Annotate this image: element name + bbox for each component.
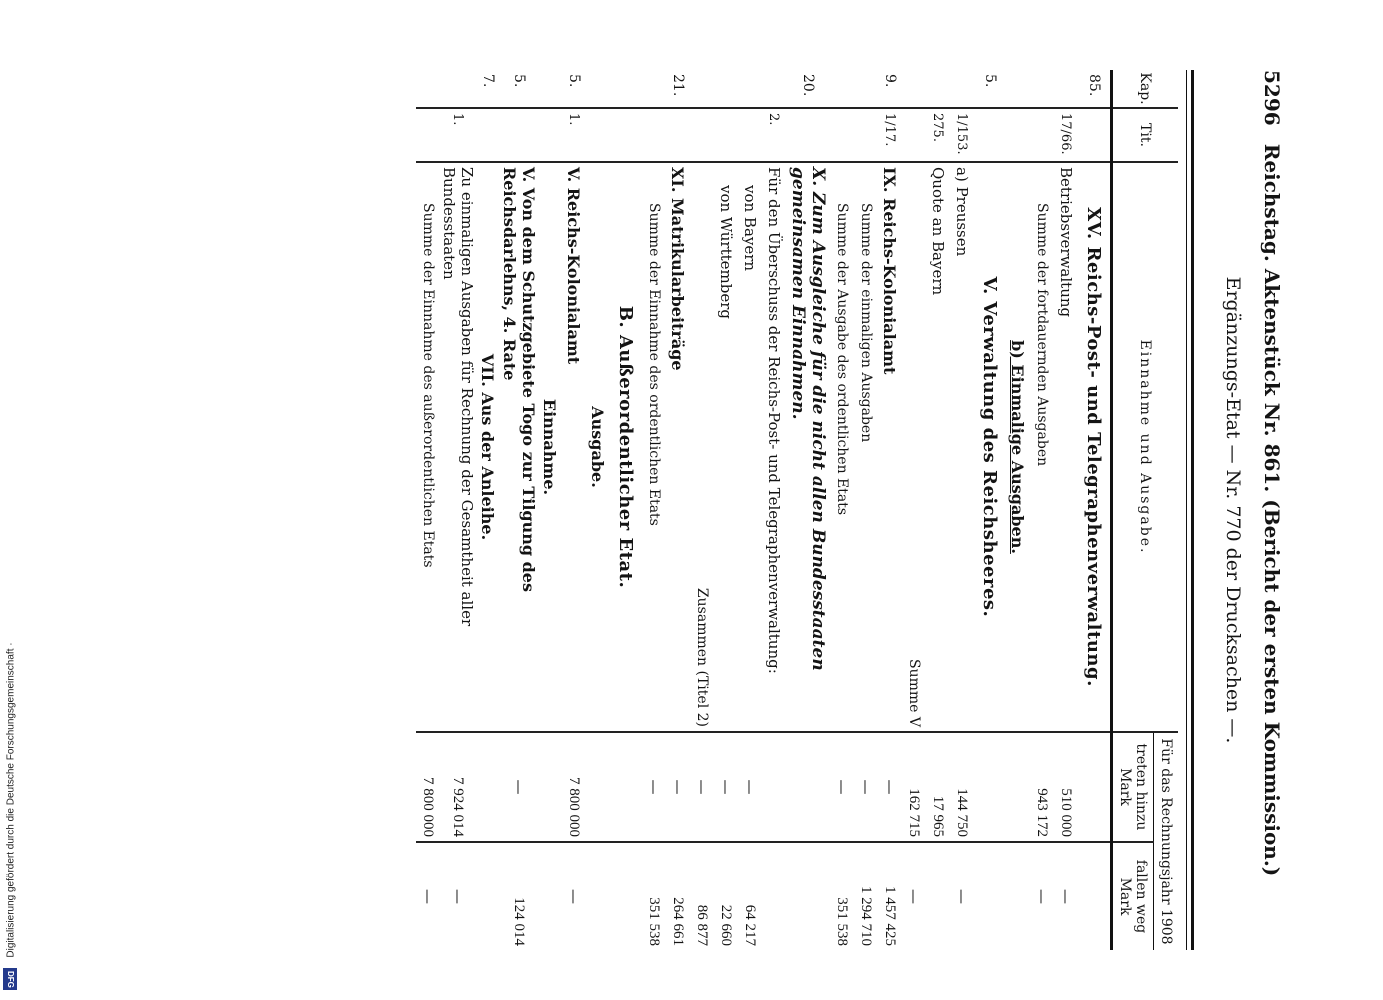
row-text: Ausgabe. <box>586 162 610 732</box>
table-row <box>974 70 1006 950</box>
row-amount-in: — <box>830 732 854 842</box>
col-in-unit: Mark <box>1117 768 1133 806</box>
row-amount-out <box>926 842 950 950</box>
row-text: Einnahme. <box>538 162 562 732</box>
row-kap <box>762 70 786 108</box>
table-row <box>690 70 714 950</box>
row-amount-out <box>974 842 1006 950</box>
table-row <box>642 70 666 950</box>
row-kap <box>714 70 738 108</box>
row-amount-in <box>786 732 830 842</box>
row-text: von Württemberg <box>714 162 738 732</box>
row-kap: 9. <box>882 74 898 88</box>
col-in-header <box>1112 732 1154 842</box>
col-year-header: Für das Rechnungsjahr 1908 <box>1154 732 1179 950</box>
row-amount-out <box>586 842 610 950</box>
row-text: V. Verwaltung des Reichsheeres. <box>974 162 1006 732</box>
row-amount-out: 64 217 <box>738 842 762 950</box>
row-text: von Bayern <box>738 162 762 732</box>
row-text: XI. Matrikularbeiträge <box>666 162 690 732</box>
row-amount-in <box>610 732 642 842</box>
col-out-header <box>1112 842 1154 950</box>
row-kap <box>586 70 610 108</box>
row-tit <box>714 108 738 162</box>
page-header <box>1246 70 1290 950</box>
table-header-row-1 <box>1154 70 1179 950</box>
row-kap: 85. <box>1086 74 1102 97</box>
row-tit <box>476 108 500 162</box>
row-text: V. Reichs-Kolonialamt <box>562 162 586 732</box>
col-out-label: fallen weg <box>1133 859 1149 934</box>
top-rule-thin <box>1186 70 1187 950</box>
row-amount-out: — <box>902 842 926 950</box>
row-tit <box>830 108 854 162</box>
row-amount-out: — <box>562 842 586 950</box>
row-text: Summe der Einnahme des außerordentlichen Etats <box>416 162 440 732</box>
row-tit: 1/17. <box>878 108 902 162</box>
row-amount-out: 86 877 <box>690 842 714 950</box>
row-kap <box>830 70 854 108</box>
row-text: Für den Überschuss der Reichs-Post- und Telegraphenverwaltung: <box>762 162 786 732</box>
row-text: B. Außerordentlicher Etat. <box>610 162 642 732</box>
row-tit <box>500 108 538 162</box>
table-row <box>586 70 610 950</box>
row-text: V. Von dem Schutzgebiete Togo zur Tilgung des Reichsdarlehns, 4. Rate <box>500 162 538 732</box>
col-main-header: Einnahme und Ausgabe. <box>1112 162 1179 732</box>
row-kap: 5. <box>566 74 582 88</box>
row-tit <box>666 108 690 162</box>
row-text: Betriebsverwaltung <box>1054 162 1078 732</box>
table-row <box>926 70 950 950</box>
row-amount-in: 7 924 014 <box>440 732 476 842</box>
row-kap <box>854 70 878 108</box>
row-text: Summe der einmaligen Ausgaben <box>854 162 878 732</box>
row-tit: 1. <box>562 108 586 162</box>
top-rule <box>1191 70 1194 950</box>
table-row <box>902 70 926 950</box>
row-amount-out: 1 457 425 <box>878 842 902 950</box>
row-tit <box>786 108 830 162</box>
row-amount-in <box>1006 732 1030 842</box>
row-kap <box>950 70 974 108</box>
table-row <box>1006 70 1030 950</box>
row-tit <box>974 108 1006 162</box>
table-row <box>562 70 586 950</box>
table-row <box>738 70 762 950</box>
row-text: X. Zum Ausgleiche für die nicht allen Bundesstaaten gemeinsamen Einnahmen. <box>786 162 830 732</box>
row-kap <box>1054 70 1078 108</box>
row-amount-in: — <box>878 732 902 842</box>
row-tit: 2. <box>762 108 786 162</box>
row-tit <box>902 108 926 162</box>
table-row <box>830 70 854 950</box>
col-out-unit: Mark <box>1117 877 1133 916</box>
table-row <box>786 70 830 950</box>
row-amount-out: — <box>416 842 440 950</box>
table-body <box>416 70 1112 950</box>
row-amount-out <box>762 842 786 950</box>
row-amount-out: 264 661 <box>666 842 690 950</box>
row-tit <box>738 108 762 162</box>
row-kap <box>738 70 762 108</box>
row-amount-out <box>1006 842 1030 950</box>
table-row <box>878 70 902 950</box>
row-text: IX. Reichs-Kolonialamt <box>878 162 902 732</box>
row-amount-out: 22 660 <box>714 842 738 950</box>
row-kap <box>416 70 440 108</box>
row-tit <box>610 108 642 162</box>
row-amount-in <box>586 732 610 842</box>
row-text: Summe der fortdauernden Ausgaben <box>1030 162 1054 732</box>
table-row <box>538 70 562 950</box>
table-row <box>1078 70 1112 950</box>
row-text: XV. Reichs-Post- und Telegraphenverwaltung. <box>1078 162 1112 732</box>
row-amount-out: — <box>1030 842 1054 950</box>
row-amount-in: — <box>690 732 714 842</box>
table-row <box>762 70 786 950</box>
row-amount-in: — <box>738 732 762 842</box>
row-text: Summe V <box>902 162 926 732</box>
row-amount-in: — <box>666 732 690 842</box>
table-row <box>1030 70 1054 950</box>
row-tit <box>1030 108 1054 162</box>
row-tit <box>586 108 610 162</box>
row-amount-out <box>786 842 830 950</box>
row-tit <box>690 108 714 162</box>
dfg-logo: DFG <box>3 968 17 990</box>
col-tit-header: Tit. <box>1112 108 1179 162</box>
row-tit <box>1078 108 1112 162</box>
row-amount-out: 124 014 <box>500 842 538 950</box>
row-amount-in: 162 715 <box>902 732 926 842</box>
row-amount-in <box>762 732 786 842</box>
row-amount-out: 1 294 710 <box>854 842 878 950</box>
row-text: b) Einmalige Ausgaben. <box>1006 162 1030 732</box>
row-amount-in: 943 172 <box>1030 732 1054 842</box>
row-text: Zusammen (Titel 2) <box>690 162 714 732</box>
row-text: VII. Aus der Anleihe. <box>476 162 500 732</box>
row-kap <box>1030 70 1054 108</box>
table-row <box>666 70 690 950</box>
col-kap-header: Kap. <box>1112 70 1179 108</box>
row-text: Quote an Bayern <box>926 162 950 732</box>
table-row <box>476 70 500 950</box>
row-tit <box>416 108 440 162</box>
row-kap <box>440 70 476 108</box>
table-row <box>950 70 974 950</box>
row-kap: 21. <box>670 74 686 97</box>
row-kap <box>642 70 666 108</box>
table-row <box>610 70 642 950</box>
row-amount-out <box>476 842 500 950</box>
row-kap <box>690 70 714 108</box>
page-number: 5296 <box>1260 70 1284 126</box>
row-kap: 7. <box>480 74 496 88</box>
row-kap: 5. <box>982 74 998 88</box>
row-amount-in: 17 965 <box>926 732 950 842</box>
row-tit: 275. <box>926 108 950 162</box>
row-amount-in: — <box>642 732 666 842</box>
row-kap: 5. <box>511 74 527 88</box>
row-tit <box>538 108 562 162</box>
row-text: a) Preussen <box>950 162 974 732</box>
row-kap <box>610 70 642 108</box>
row-text: Summe der Ausgabe des ordentlichen Etats <box>830 162 854 732</box>
row-amount-in: — <box>500 732 538 842</box>
table-row <box>416 70 440 950</box>
row-amount-out <box>538 842 562 950</box>
row-amount-in: 144 750 <box>950 732 974 842</box>
row-amount-in <box>974 732 1006 842</box>
table-row <box>714 70 738 950</box>
row-amount-out: — <box>950 842 974 950</box>
etat-table <box>416 70 1178 950</box>
table-row <box>1054 70 1078 950</box>
row-tit <box>854 108 878 162</box>
row-amount-out <box>1078 842 1112 950</box>
row-kap <box>1006 70 1030 108</box>
table-row <box>500 70 538 950</box>
row-kap <box>902 70 926 108</box>
row-amount-out: 351 538 <box>830 842 854 950</box>
row-amount-in: 7 800 000 <box>416 732 440 842</box>
row-amount-in: — <box>714 732 738 842</box>
page-subtitle: Ergänzungs-Etat — Nr. 770 der Drucksachen —. <box>1222 276 1244 744</box>
row-amount-in <box>538 732 562 842</box>
document-page <box>160 70 1290 950</box>
row-kap: 20. <box>800 74 816 97</box>
row-text: Summe der Einnahme des ordentlichen Etats <box>642 162 666 732</box>
row-amount-in <box>476 732 500 842</box>
row-tit <box>642 108 666 162</box>
table-row <box>854 70 878 950</box>
row-kap <box>926 70 950 108</box>
row-amount-out: — <box>1054 842 1078 950</box>
row-amount-in <box>1078 732 1112 842</box>
row-tit: 1. <box>440 108 476 162</box>
row-amount-out: 351 538 <box>642 842 666 950</box>
row-amount-in: — <box>854 732 878 842</box>
row-text: Zu einmaligen Ausgaben für Rechnung der Gesamtheit aller Bundesstaaten <box>440 162 476 732</box>
row-tit: 17/66. <box>1054 108 1078 162</box>
col-in-label: treten hinzu <box>1133 743 1149 831</box>
credit-text: Digitalisierung gefördert durch die Deutsche Forschungsgemeinschaft · <box>5 642 17 958</box>
table-row <box>440 70 476 950</box>
page-title: Reichstag. Aktenstück Nr. 861. (Bericht der ersten Kommission.) <box>1260 143 1284 877</box>
row-amount-in: 7 800 000 <box>562 732 586 842</box>
row-tit: 1/153. <box>950 108 974 162</box>
digitization-credit <box>2 0 20 1000</box>
row-amount-out: — <box>440 842 476 950</box>
row-kap <box>538 70 562 108</box>
row-amount-out <box>610 842 642 950</box>
row-tit <box>1006 108 1030 162</box>
row-amount-in: 510 000 <box>1054 732 1078 842</box>
